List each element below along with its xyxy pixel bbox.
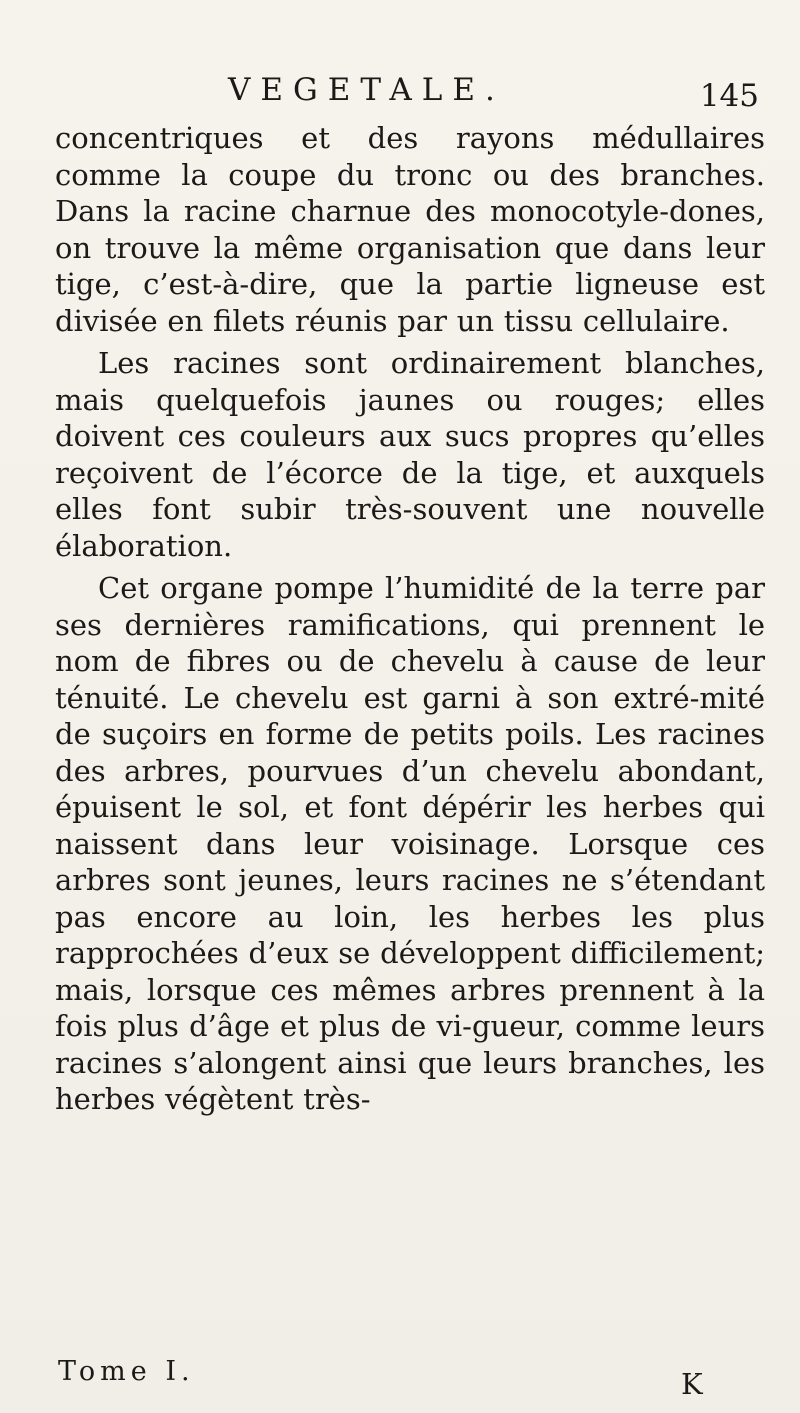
page-footer [0, 1352, 800, 1401]
paragraph-2: Les racines sont ordinairement blanches, mais quelquefois jaunes ou rouges; elles doivent ces couleurs aux sucs propres qu’elles reçoivent de l’écorce de la tige, et auxquels elles font subir très-souvent une nouvelle élaboration. [55, 346, 765, 563]
running-head: VEGETALE. [228, 72, 505, 108]
paragraph-1: concentriques et des rayons médullaires comme la coupe du tronc ou des branches. Dans la racine charnue des monocotyle-dones, on trouve la même organisation que dans leur tige, c’est-à-dire, que la partie ligneuse est divisée en filets réunis par un tissu cellulaire. [55, 121, 765, 338]
signature-mark: K [681, 1367, 703, 1401]
page-number: 145 [699, 78, 759, 114]
paragraph-3: Cet organe pompe l’humidité de la terre par ses dernières ramifications, qui prennent le nom de fibres ou de chevelu à cause de leur ténuité. Le chevelu est garni à son extré-mité de suçoirs en forme de petits poils. Les racines des arbres, pourvues d’un chevelu abondant, épuisent le sol, et font dépérir les herbes qui naissent dans leur voisinage. Lorsque ces arbres sont jeunes, leurs racines ne s’étendant pas encore au loin, les herbes les plus rapprochées d’eux se développent difficilement; mais, lorsque ces mêmes arbres prennent à la fois plus d’âge et plus de vi-gueur, comme leurs racines s’alongent ainsi que leurs branches, les herbes végètent très- [55, 571, 765, 1116]
page-body [55, 120, 765, 1118]
page-header [0, 70, 800, 114]
tome-label: Tome I. [58, 1356, 195, 1387]
